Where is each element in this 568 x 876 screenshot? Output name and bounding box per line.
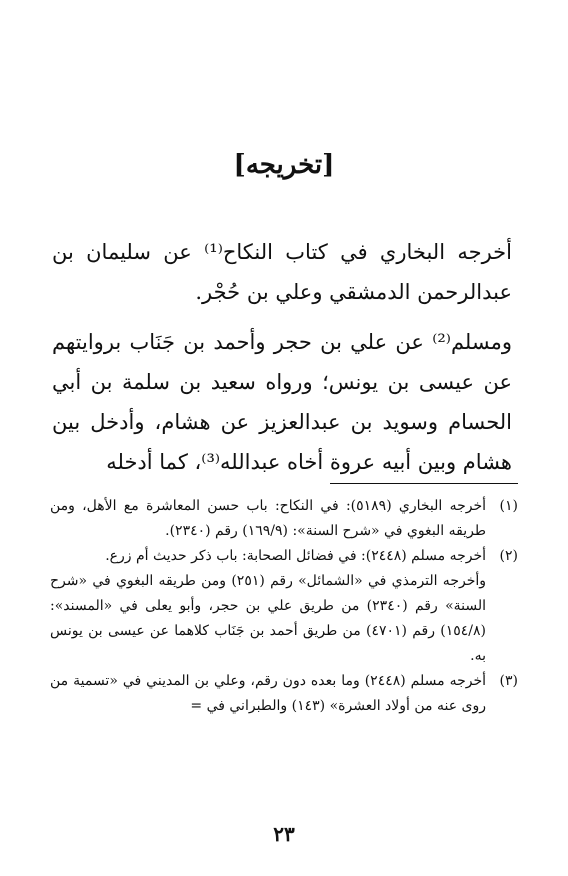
footnote-text: أخرجه مسلم (٢٤٤٨) وما بعده دون رقم، وعلي بن المديني في «تسمية من روى عنه من أولاد العشرة» (١٤٣) والطبراني في = [50, 673, 487, 714]
page-number: ٢٣ [273, 822, 295, 846]
footnote-number: (٢) [499, 548, 518, 564]
footnotes [50, 494, 518, 719]
body-paragraph-2: ومسلم⁽²⁾ عن علي بن حجر وأحمد بن جَنَاب بروايتهم عن عيسى بن يونس؛ ورواه سعيد بن سلمة بن أبي الحسام وسويد بن عبدالعزيز عن هشام، وأدخل بين هشام وبين أبيه عروة أخاه عبدالله⁽³⁾، كما أدخله [52, 330, 512, 474]
footnote-2 [50, 544, 518, 569]
footnote-divider [330, 483, 518, 484]
footnote-number: (١) [499, 498, 518, 514]
footnote-1 [50, 494, 518, 544]
footnote-3 [50, 669, 518, 719]
footnote-text: أخرجه مسلم (٢٤٤٨): في فضائل الصحابة: باب ذكر حديث أم زرع. [105, 548, 486, 564]
body-paragraph-1: أخرجه البخاري في كتاب النكاح⁽¹⁾ عن سليمان بن عبدالرحمن الدمشقي وعلي بن حُجْر. [52, 240, 512, 304]
footnote-number: (٣) [499, 673, 518, 689]
section-title: [تخريجه] [233, 150, 335, 180]
footnote-2-continuation: وأخرجه الترمذي في «الشمائل» رقم (٢٥١) ومن طريقه البغوي في «شرح السنة» رقم (٢٣٤٠) من طريق علي بن حجر، وأبو يعلى في «المسند»: (١٥٤/٨) رقم (٤٧٠١) من طريق أحمد بن جَنَاب كلاهما عن عيسى بن يونس به. [50, 573, 487, 664]
footnote-text: أخرجه البخاري (٥١٨٩): في النكاح: باب حسن المعاشرة مع الأهل، ومن طريقه البغوي في «شرح السنة»: (١٦٩/٩) رقم (٢٣٤٠). [50, 498, 486, 539]
